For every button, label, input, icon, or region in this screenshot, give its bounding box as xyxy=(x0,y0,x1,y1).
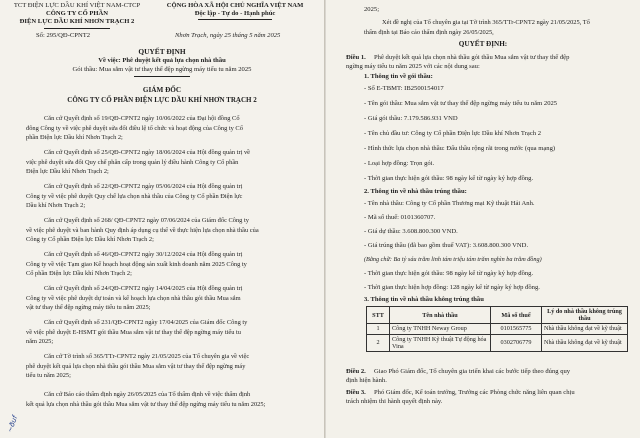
list-item: - Tên gói thầu: Mua sắm vật tư thay thế đệp ngừng máy tiểu tu năm 2025 xyxy=(364,100,558,107)
list-item: - Tên chủ đầu tư: Công ty Cổ phần Điện lực Dầu khí Nhơn Trạch 2 xyxy=(364,130,541,137)
list-item: - Hình thức lựa chọn nhà thầu: Đấu thầu rộng rãi trong nước (qua mạng) xyxy=(364,145,556,152)
title-rule xyxy=(134,76,190,77)
preamble-line: phê duyệt kết quả lựa chọn nhà thầu gói thầu Mua sắm vật tư thay thế đệp ngừng máy xyxy=(26,362,246,370)
article-2-line-2: định hiện hành. xyxy=(346,377,387,384)
list-item: - Mã số thuế: 0101360707. xyxy=(364,214,436,221)
preamble-paragraph xyxy=(26,148,314,177)
list-item: - Giá dự thầu: 3.608.800.300 VND. xyxy=(364,228,458,235)
decision-subject: Về việc: Phê duyệt kết quả lựa chọn nhà thầu xyxy=(98,57,226,64)
article-1-label: Điều 1. xyxy=(346,54,366,61)
article-3-label: Điều 3. xyxy=(346,389,366,396)
org-line-2: CÔNG TY CỔ PHẦN xyxy=(45,10,109,17)
header-rule-left xyxy=(44,28,110,29)
list-item: - Tên nhà thầu: Công ty Cổ phần Thương mại Kỹ thuật Hải Anh. xyxy=(364,200,535,207)
article-2-label: Điều 2. xyxy=(346,368,366,375)
table-header-name: Tên nhà thầu xyxy=(390,307,491,324)
preamble-paragraph xyxy=(26,352,314,381)
article-2-line-1: Giao Phó Giám đốc, Tổ chuyên gia triển khai các bước tiếp theo đúng quy xyxy=(374,368,571,375)
list-item: - Thời gian thực hiện hợp đồng: 128 ngày kể từ ngày ký hợp đồng. xyxy=(364,284,540,291)
decision-package: Gói thầu: Mua sắm vật tư thay thế đệp ngừng máy tiểu tu năm 2025 xyxy=(72,66,252,73)
authority-org: CÔNG TY CỔ PHẦN ĐIỆN LỰC DẦU KHÍ NHƠN TRẠCH 2 xyxy=(67,96,257,104)
preamble-line: Căn cứ Báo cáo thẩm định ngày 26/05/2025 của Tổ thẩm định về việc thẩm định xyxy=(44,391,251,398)
preamble-line: kết quả lựa chọn nhà thầu gói thầu Mua sắm vật tư thay thế đệp ngừng máy tiểu tu năm 2025; xyxy=(26,400,266,408)
table-header-stt: STT xyxy=(367,307,390,324)
nation-line-2: Độc lập - Tự do - Hạnh phúc xyxy=(194,10,276,17)
section-3-title: 3. Thông tin về nhà thầu không trúng thầu xyxy=(364,296,484,303)
preamble-line: về việc phê duyệt E-HSMT gói thầu Mua sắm vật tư thay thế đệp ngừng máy tiểu tu xyxy=(26,328,241,336)
preamble-line: Căn cứ Quyết định số 46/QĐ-CPNT2 ngày 30/12/2024 của Hội đồng quản trị xyxy=(44,251,243,258)
table-cell-stt: 1 xyxy=(367,324,390,334)
preamble-line: đông Công ty về việc phê duyệt sửa đổi điều lệ tổ chức và hoạt động của Công ty Cổ xyxy=(26,124,243,132)
preamble-paragraph xyxy=(26,182,314,211)
initial-signature: ~ðuf xyxy=(5,414,20,434)
list-item: - Thời gian thực hiện gói thầu: 98 ngày kể từ ngày ký hợp đồng. xyxy=(364,270,534,277)
list-item: - Giá gói thầu: 7.179.586.931 VND xyxy=(364,115,458,122)
preamble-line: về việc phê duyệt và ban hành Quy định áp dụng cụ thể về thực hiện lựa chọn nhà thầu của xyxy=(26,226,259,234)
table-row xyxy=(367,334,628,351)
preamble-line: Căn cứ Quyết định số 268/ QĐ-CPNT2 ngày 07/06/2024 của Giám đốc Công ty xyxy=(44,217,249,224)
nation-line-1: CỘNG HÒA XÃ HỘI CHỦ NGHĨA VIỆT NAM xyxy=(166,2,304,9)
table-cell-reason: Nhà thầu không đạt về kỹ thuật xyxy=(542,324,628,334)
section-1-title: 1. Thông tin về gói thầu: xyxy=(364,73,433,80)
preamble-line: Công ty về việc Tạm giao Kế hoạch hoạt động sản xuất kinh doanh năm 2025 Công ty xyxy=(26,260,247,268)
continuation-text: 2025; xyxy=(364,6,380,13)
table-cell-tax: 0101565775 xyxy=(491,324,542,334)
preamble-line: Căn cứ Quyết định số 19/QĐ-CPNT2 ngày 10/06/2022 của Đại hội đồng Cổ xyxy=(44,115,240,122)
table-cell-name: Công ty TNHH Kỹ thuật Tự động hóa Vina xyxy=(390,334,491,351)
consideration-line-1: Xét đề nghị của Tổ chuyên gia tại Tờ trình 365/TTr-CPNT2 ngày 21/05/2025, Tổ xyxy=(382,19,590,26)
preamble-line: Điện lực Dầu khí Nhơn Trạch 2; xyxy=(26,168,109,176)
list-item: - Số E-TBMT: IB2500154017 xyxy=(364,85,444,92)
preamble-paragraph xyxy=(26,216,314,245)
list-item: - Giá trúng thầu (đã bao gồm thuế VAT): 3.608.800.300 VND. xyxy=(364,242,529,249)
preamble-line: tiểu tu năm 2025; xyxy=(26,372,71,380)
preamble-line: việc phê duyệt sửa đổi Quy chế phân cấp trong quản lý điều hành Công ty Cổ phần xyxy=(26,158,239,166)
table-cell-reason: Nhà thầu không đạt về kỹ thuật xyxy=(542,334,628,351)
preamble-line: phần Điện lực Dầu khí Nhơn Trạch 2; xyxy=(26,134,123,142)
preamble-paragraph xyxy=(26,250,314,279)
document-page-2 xyxy=(326,0,640,438)
preamble-paragraph xyxy=(26,284,314,313)
consideration-line-2: thẩm định tại Báo cáo thẩm định ngày 26/05/2025, xyxy=(364,28,494,36)
table-header-reason: Lý do nhà thầu không trúng thầu xyxy=(542,307,628,324)
preamble-paragraph xyxy=(26,114,314,143)
table-cell-stt: 2 xyxy=(367,334,390,351)
list-item: - Loại hợp đồng: Trọn gói. xyxy=(364,160,435,167)
preamble-line: Căn cứ Tờ trình số 365/TTr-CPNT2 ngày 21/05/2025 của Tổ chuyên gia về việc xyxy=(44,353,250,360)
article-1-line-2: ngừng máy tiểu tu năm 2025 với các nội dung sau: xyxy=(346,63,480,70)
preamble-line: Cổ phần Điện lực Dầu khí Nhơn Trạch 2; xyxy=(26,270,132,278)
header-rule-right xyxy=(198,19,272,20)
preamble-line: Căn cứ Quyết định số 231/QĐ-CPNT2 ngày 17/04/2025 của Giám đốc Công ty xyxy=(44,319,248,326)
article-3-line-1: Phó Giám đốc, Kế toán trưởng, Trưởng các Phòng chức năng liên quan chịu xyxy=(374,389,575,396)
preamble-line: Căn cứ Quyết định số 22/QĐ-CPNT2 ngày 05/06/2024 của Hội đồng quản trị xyxy=(44,183,243,190)
preamble-line: năm 2025; xyxy=(26,338,54,346)
preamble-line: Dầu khí Nhơn Trạch 2; xyxy=(26,202,86,210)
preamble-line: Công ty về việc phê duyệt Quy chế lựa chọn nhà thầu của Công ty Cổ phần Điện lực xyxy=(26,192,243,200)
doc-number: Số: 295/QĐ-CPNT2 xyxy=(36,32,91,39)
list-item: (Bằng chữ: Ba tỷ sáu trăm linh tám triệu tám trăm nghìn ba trăm đồng) xyxy=(364,256,542,263)
preamble-paragraph xyxy=(26,318,314,347)
decision-title: QUYẾT ĐỊNH xyxy=(138,47,186,56)
preamble-line: Công ty về việc phê duyệt dự toán và kế hoạch lựa chọn nhà thầu gói thầu Mua sắm xyxy=(26,294,241,302)
preamble-line: Căn cứ Quyết định số 24/QĐ-CPNT2 ngày 14/04/2025 của Hội đồng quản trị xyxy=(44,285,243,292)
org-line-3: ĐIỆN LỰC DẦU KHÍ NHƠN TRẠCH 2 xyxy=(19,18,135,25)
table-header-row xyxy=(367,307,628,324)
table-cell-name: Công ty TNHH Neway Group xyxy=(390,324,491,334)
table-row xyxy=(367,324,628,334)
article-3-line-2: trách nhiệm thi hành quyết định này. xyxy=(346,398,443,405)
authority-title: GIÁM ĐỐC xyxy=(142,86,182,94)
preamble-paragraph xyxy=(26,390,314,409)
table-header-tax: Mã số thuế xyxy=(491,307,542,324)
decides-heading: QUYẾT ĐỊNH: xyxy=(458,40,508,48)
consideration-paragraph xyxy=(364,18,628,37)
list-item: - Thời gian thực hiện gói thầu: 98 ngày kể từ ngày ký hợp đồng. xyxy=(364,175,534,182)
preamble-line: Căn cứ Quyết định số 25/QĐ-CPNT2 ngày 18/06/2024 của Hội đồng quản trị về xyxy=(44,149,250,156)
section-2-title: 2. Thông tin về nhà thầu trúng thầu: xyxy=(364,188,467,195)
date-line: Nhơn Trạch, ngày 25 tháng 5 năm 2025 xyxy=(175,32,281,39)
preamble-line: Công ty Cổ phần Điện lực Dầu khí Nhơn Trạch 2; xyxy=(26,236,154,244)
org-line-1: TCT ĐIỆN LỰC DẦU KHÍ VIỆT NAM-CTCP xyxy=(13,2,141,9)
article-1-line-1: Phê duyệt kết quả lựa chọn nhà thầu gói thầu Mua sắm vật tư thay thế đệp xyxy=(374,54,570,61)
losing-bidders-table xyxy=(366,306,628,352)
preamble-line: vật tư thay thế đệp ngừng máy tiểu tu năm 2025; xyxy=(26,304,151,312)
table-cell-tax: 0302706779 xyxy=(491,334,542,351)
